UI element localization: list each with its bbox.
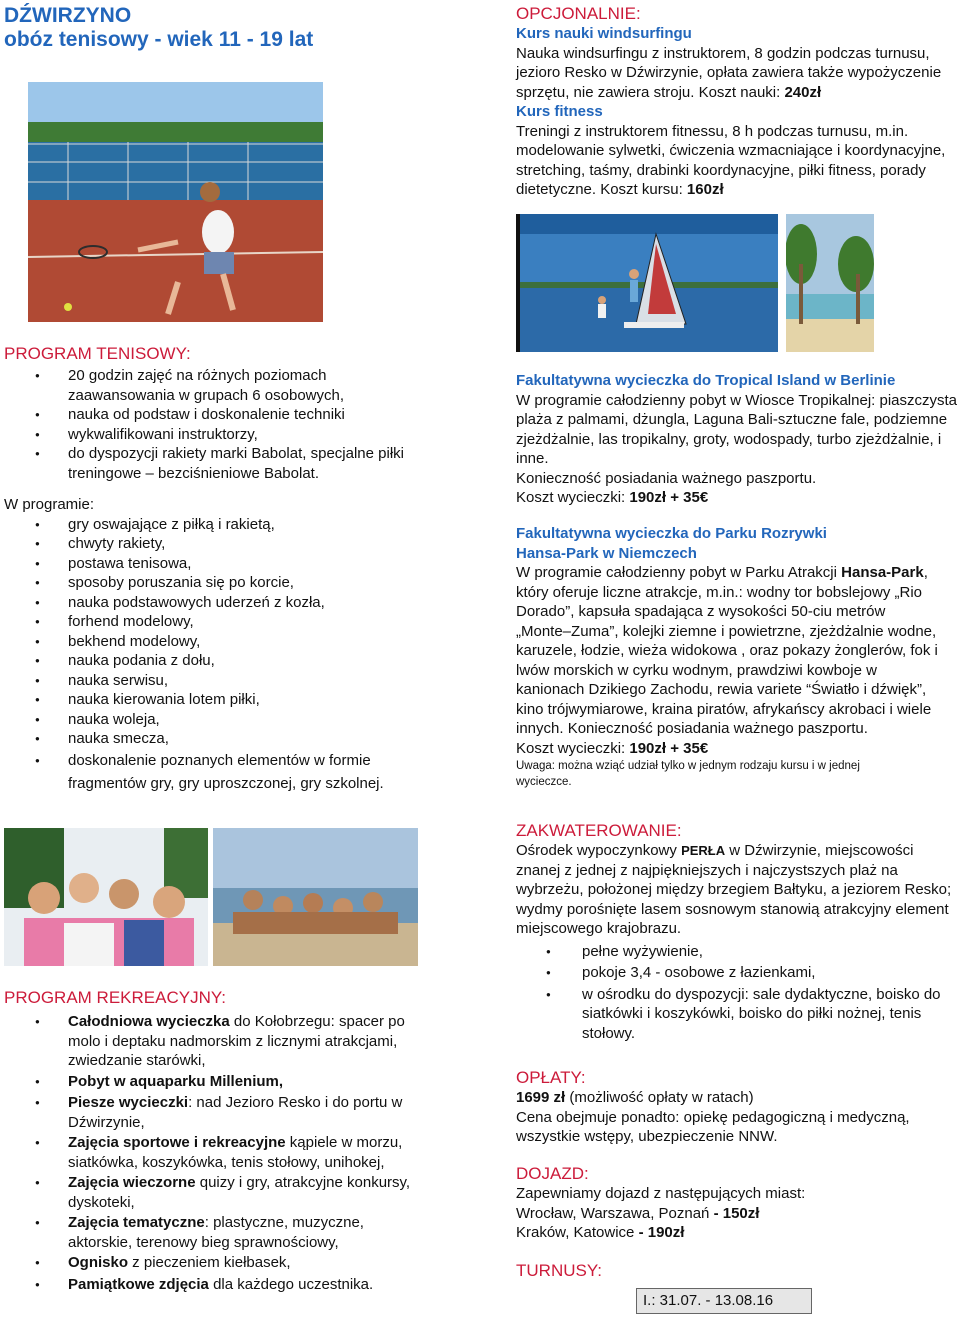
- group-photo-2: [213, 828, 418, 966]
- windsurf-title: Kurs nauki windsurfingu: [516, 25, 692, 42]
- fees-text: Cena obejmuje ponadto: opiekę pedagogiczną i medyczną, wszystkie wstępy, ubezpieczenie NNW.: [516, 1108, 910, 1145]
- lodging-heading: ZAKWATEROWANIE:: [516, 821, 682, 840]
- list-item: ● Piesze wycieczki: nad Jezioro Resko i do portu w Dźwirzynie,: [4, 1093, 474, 1132]
- fitness-text: Treningi z instruktorem fitnessu, 8 h podczas turnusu, m.in. modelowanie sylwetki, ćwiczenia wzmacniające i koordynacyjne, stretching, taśmy, drabinki koordynacyjne, piłki fitness, porady dietetyczne. Koszt kursu: 160zł: [516, 122, 946, 198]
- lodging-section: [516, 821, 960, 1043]
- page-title: DŹWIRZYNO obóz tenisowy - wiek 11 - 19 lat: [4, 4, 314, 51]
- travel-line-2: Kraków, Katowice - 190zł: [516, 1224, 685, 1241]
- list-item: ● Pamiątkowe zdjęcia dla każdego uczestnika.: [4, 1275, 474, 1295]
- list-item: ● chwyty rakiety,: [4, 534, 474, 554]
- lodging-text: Ośrodek wypoczynkowy PERŁA w Dźwirzynie, miejscowości znanej z jednej z najpiękniejszych i najczystszych plaż na wybrzeżu, położonej między brzegiem Bałtyku, a jeziorem Resko; wydmy porośnięte lasem sosnowym stanowią atrakcyjny element miejscowego krajobrazu.: [516, 842, 952, 937]
- list-item: ● Zajęcia wieczorne quizy i gry, atrakcyjne konkursy, dyskoteki,: [4, 1173, 474, 1212]
- optional-heading: OPCJONALNIE:: [516, 4, 641, 23]
- list-item: ● pełne wyżywienie,: [516, 942, 960, 962]
- list-item: ● w ośrodku do dyspozycji: sale dydaktyczne, boisko do siatkówki i koszykówki, boisko do piłki nożnej, tenis stołowy.: [516, 985, 960, 1044]
- list-item: ● Pobyt w aquaparku Millenium,: [4, 1072, 474, 1092]
- hansa-note: Uwaga: można wziąć udział tylko w jednym rodzaju kursu i w jednej wycieczce.: [516, 760, 860, 788]
- tropical-passport: Konieczność posiadania ważnego paszportu.: [516, 469, 817, 487]
- list-item: ● nauka kierowania lotem piłki,: [4, 690, 474, 710]
- list-item: ● nauka smecza,: [4, 729, 474, 749]
- windsurf-photo: [516, 214, 778, 352]
- group-photo-1: [4, 828, 208, 966]
- lodging-list: [516, 942, 960, 1044]
- travel-section: [516, 1164, 960, 1243]
- tropical-price: Koszt wycieczki: 190zł + 35€: [516, 489, 709, 506]
- tropical-photo: [786, 214, 874, 352]
- list-item: ● Całodniowa wycieczka do Kołobrzegu: spacer po molo i deptaku nadmorskim z licznymi atrakcjami, zwiedzanie starówki,: [4, 1012, 474, 1071]
- hansa-title-2: Hansa-Park w Niemczech: [516, 544, 697, 562]
- turnus-heading: TURNUSY:: [516, 1261, 602, 1280]
- fees-section: [516, 1068, 960, 1147]
- list-item: ● sposoby poruszania się po korcie,: [4, 573, 474, 593]
- tennis-list: [4, 366, 474, 483]
- program-list: [4, 515, 474, 795]
- tennis-photo: [28, 82, 323, 322]
- recreation-list: [4, 1012, 474, 1294]
- hansa-section: [516, 524, 956, 790]
- list-item: ● wykwalifikowani instruktorzy,: [4, 425, 474, 445]
- list-item: ● bekhend modelowy,: [4, 632, 474, 652]
- list-item: ● Ognisko z pieczeniem kiełbasek,: [4, 1253, 474, 1273]
- program-label: W programie:: [4, 496, 95, 513]
- recreation-section: [4, 988, 474, 1294]
- tennis-heading: PROGRAM TENISOWY:: [4, 344, 191, 363]
- list-item: ● doskonalenie poznanych elementów w formie fragmentów gry, gry uproszczonej, gry szkolnej.: [4, 749, 474, 795]
- list-item: ● 20 godzin zajęć na różnych poziomach zaawansowania w grupach 6 osobowych,: [4, 366, 474, 405]
- list-item: ● postawa tenisowa,: [4, 554, 474, 574]
- list-item: ● nauka podania z dołu,: [4, 651, 474, 671]
- hansa-title-1: Fakultatywna wycieczka do Parku Rozrywki: [516, 525, 827, 542]
- turnus-dates: I.: 31.07. - 13.08.16: [636, 1288, 812, 1314]
- list-item: ● forhend modelowy,: [4, 612, 474, 632]
- tennis-section: [4, 344, 474, 795]
- travel-text: Zapewniamy dojazd z następujących miast:: [516, 1185, 806, 1202]
- list-item: ● nauka podstawowych uderzeń z kozła,: [4, 593, 474, 613]
- travel-heading: DOJAZD:: [516, 1164, 589, 1183]
- list-item: ● Zajęcia sportowe i rekreacyjne kąpiele w morzu, siatkówka, koszykówka, tenis stołowy, unihokej,: [4, 1133, 474, 1172]
- tropical-title: Fakultatywna wycieczka do Tropical Island w Berlinie: [516, 372, 896, 389]
- recreation-heading: PROGRAM REKREACYJNY:: [4, 988, 226, 1007]
- list-item: ● do dyspozycji rakiety marki Babolat, specjalne piłki treningowe – bezciśnieniowe Babolat.: [4, 444, 474, 483]
- list-item: ● pokoje 3,4 - osobowe z łazienkami,: [516, 963, 960, 983]
- hansa-price: Koszt wycieczki: 190zł + 35€: [516, 739, 709, 757]
- list-item: ● gry oswajające z piłką i rakietą,: [4, 515, 474, 535]
- list-item: ● nauka od podstaw i doskonalenie techniki: [4, 405, 474, 425]
- fees-heading: OPŁATY:: [516, 1068, 586, 1087]
- travel-line-1: Wrocław, Warszawa, Poznań - 150zł: [516, 1204, 760, 1222]
- list-item: ● nauka serwisu,: [4, 671, 474, 691]
- hansa-text: W programie całodzienny pobyt w Parku Atrakcji Hansa-Park, który oferuje liczne atrakcje, m.in.: wodny tor bobslejowy „Rio Dorado”, kapsuła spadająca z wysokości 50-ciu metrów „Monte–Zuma”, kolejki ziemne i powietrzne, zjeżdżalnie wodne, karuzele, łodzie, wieża widokowa , oraz pokazy żonglerów, fok i lwów morskich w cyrku wodnym, prawdziwi kowboje w kanionach Dzikiego Zachodu, rewia variete “Światło i dźwięk”, kino trójwymiarowe, kraina piratów, afrykańscy akrobaci i wiele innych. Konieczność posiadania ważnego paszportu.: [516, 564, 938, 737]
- fitness-title: Kurs fitness: [516, 103, 603, 120]
- fees-price: 1699 zł (możliwość opłaty w ratach): [516, 1089, 754, 1106]
- turnus-section: [516, 1261, 816, 1281]
- optional-section: [516, 4, 960, 200]
- list-item: ● nauka woleja,: [4, 710, 474, 730]
- tropical-section: [516, 371, 960, 508]
- list-item: ● Zajęcia tematyczne: plastyczne, muzyczne, aktorskie, terenowy bieg sprawnościowy,: [4, 1213, 474, 1252]
- tropical-text: W programie całodzienny pobyt w Wiosce Tropikalnej: piaszczysta plaża z palmami, dżungla, Laguna Bali-sztuczne fale, podziemne zjeżdżalnie, las tropikalny, groty, wodospady, turbo zjeżdżalnie, i inne.: [516, 391, 958, 467]
- windsurf-text: Nauka windsurfingu z instruktorem, 8 godzin podczas turnusu, jezioro Resko w Dźwirzynie, opłata zawiera także wypożyczenie sprzętu, nie zawiera stroju. Koszt nauki: 240zł: [516, 44, 942, 101]
